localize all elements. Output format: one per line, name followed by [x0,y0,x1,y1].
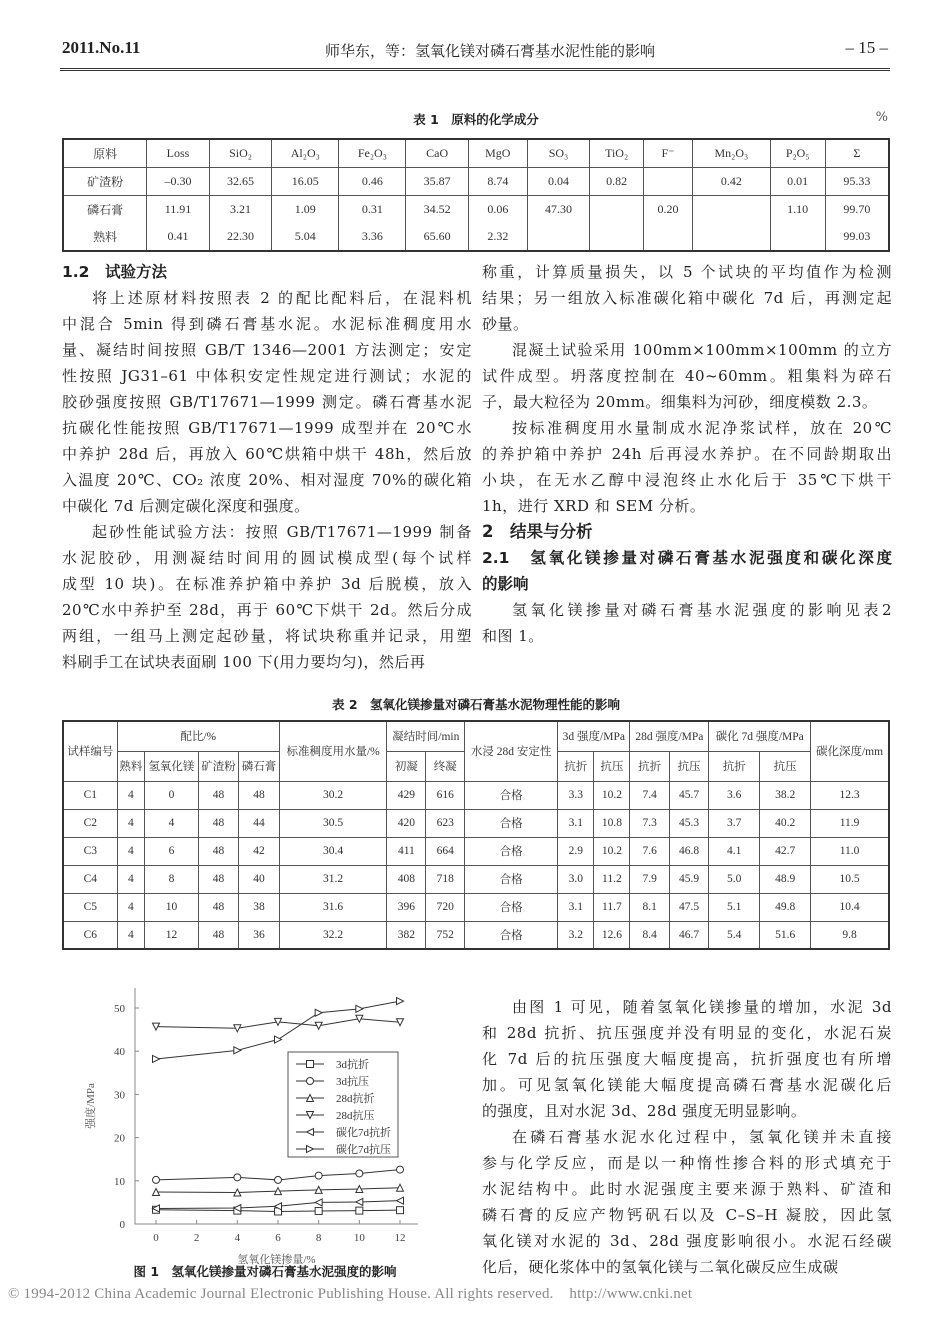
data-point [397,1197,404,1204]
x-tick-label: 0 [153,1232,159,1244]
table-cell: 34.52 [406,195,469,223]
legend-label: 3d抗折 [336,1059,369,1071]
data-point [234,1174,241,1181]
table-cell: 7.4 [630,781,669,809]
table-cell: 32.65 [209,167,272,195]
table-cell [693,223,770,251]
table-cell: 2.32 [468,223,527,251]
paragraph [482,597,892,649]
text-line: 20℃水中养护至 28d，再于 60℃下烘干 2d。然后分成 [62,601,472,619]
table-cell: 48 [198,893,239,921]
table-cell: 408 [387,865,426,893]
table-cell: 411 [387,837,426,865]
x-tick-label: 4 [234,1232,241,1244]
table-cell [590,195,644,223]
journal-issue: 2011.No.11 [62,38,141,57]
table-cell: 合格 [465,781,558,809]
table-cell: 45.9 [669,865,708,893]
table-cell: 48.9 [760,865,811,893]
data-point [356,1005,363,1012]
table-cell: 0 [145,781,199,809]
table-cell: 31.6 [279,893,387,921]
table-cell: 8.1 [630,893,669,921]
table-cell: 2.9 [558,837,594,865]
table-cell: 429 [387,781,426,809]
table-cell: 35.87 [406,167,469,195]
table-cell: 0.20 [644,195,693,223]
x-tick-label: 2 [193,1232,200,1244]
table-cell: 合格 [465,893,558,921]
table-header-cell: 磷石膏 [239,751,280,781]
table-cell: 42.7 [760,837,811,865]
paragraph [482,994,892,1124]
table-cell: 原料 [63,139,147,167]
running-title: 师华东，等：氢氧化镁对磷石膏基水泥性能的影响 [324,42,655,60]
table-cell: 4.1 [709,837,760,865]
data-point [234,1047,241,1054]
table-cell: 16.05 [272,167,339,195]
table-cell: 4 [117,837,144,865]
table-header-cell: 氢氧化镁 [145,751,199,781]
table-row [63,921,889,949]
x-tick-label: 8 [315,1232,322,1244]
table-row [63,195,889,223]
text-line: 料刷手工在试块表面刷 100 下(用力要均匀)，然后再 [62,653,426,671]
table-cell: 0.46 [339,167,406,195]
paragraph [482,337,892,415]
table-row [63,809,889,837]
x-axis-label: 氢氧化镁掺量/% [237,1254,316,1266]
text-line: 磷石膏的反应产物钙矾石以及 C–S–H 凝胶，因此氢 [482,1206,892,1224]
table-cell: TiO₂ [590,139,644,167]
table-cell: 5.1 [709,893,760,921]
table-cell: 合格 [465,809,558,837]
table-cell: 44 [239,809,280,837]
table-cell: 0.01 [770,167,825,195]
table-cell: 4 [117,865,144,893]
table-header-cell: 碳化深度/mm [811,721,889,781]
text-line: 参与化学反应，而是以一种惰性掺合料的形式填充于 [482,1154,892,1172]
table-cell: 616 [426,781,465,809]
table-cell: 1.10 [770,195,825,223]
legend-label: 碳化7d抗压 [336,1144,391,1156]
table-cell: 31.2 [279,865,387,893]
table-cell: 48 [198,865,239,893]
table-cell: 420 [387,809,426,837]
figure1-chart [60,985,450,1285]
table-header-cell: 矿渣粉 [198,751,239,781]
table-cell: 51.6 [760,921,811,949]
table-cell: 5.04 [272,223,339,251]
table-cell: 10.2 [594,781,630,809]
subsection-heading-line1: 2.1 氢氧化镁掺量对磷石膏基水泥强度和碳化深度 [482,549,892,567]
table-cell: 32.2 [279,921,387,949]
table-cell: 4 [117,809,144,837]
table-cell: 5.4 [709,921,760,949]
data-point [397,1166,404,1173]
table-row [63,223,889,251]
text-line: 水泥胶砂，用测凝结时间用的圆试模成型(每个试样 [62,549,472,567]
text-line: 在磷石膏基水泥水化过程中，氢氧化镁并未直接 [512,1128,892,1146]
legend-label: 3d抗压 [336,1076,369,1088]
table-cell: 8.74 [468,167,527,195]
table-cell: MgO [468,139,527,167]
table-cell: 7.9 [630,865,669,893]
table-cell: 0.42 [693,167,770,195]
paragraph [482,415,892,519]
table-cell: 10 [145,893,199,921]
table-cell [590,223,644,251]
table-cell: 396 [387,893,426,921]
series-line-5 [156,1001,400,1059]
table-row [63,837,889,865]
table-cell: 47.30 [527,195,590,223]
table-cell: 11.9 [811,809,889,837]
table-cell: 38.2 [760,781,811,809]
text-line: 中养护 28d 后，再放入 60℃烘箱中烘干 48h，然后放 [62,445,472,463]
y-tick-label: 30 [114,1089,125,1102]
table-header-cell: 抗折 [558,751,594,781]
table-cell: 3.1 [558,893,594,921]
data-point [315,1009,322,1016]
text-line: 两组，一组马上测定起砂量，将试块称重并记录，用塑 [62,627,472,645]
table-cell: 40 [239,865,280,893]
data-point [275,1176,282,1183]
paragraph [482,1124,892,1280]
table-header-row [63,139,889,167]
text-line: 按标准稠度用水量制成水泥净浆试样，放在 20℃ [512,419,892,437]
table-cell: 3.3 [558,781,594,809]
table-cell: 10.8 [594,809,630,837]
y-axis-label: 强度/MPa [85,1083,97,1129]
table-cell [770,223,825,251]
table-cell: 48 [239,781,280,809]
text-line: 化后，硬化浆体中的氢氧化镁与二氧化碳反应生成碳 [482,1258,839,1276]
table-cell: 3.1 [558,809,594,837]
table-cell: 99.70 [825,195,889,223]
legend-label: 碳化7d抗折 [336,1127,391,1139]
table1 [62,138,890,252]
table2 [62,720,890,950]
table-cell: 65.60 [406,223,469,251]
table-cell: 11.2 [594,865,630,893]
page-number: – 15 – [845,38,888,57]
text-line: 水泥结构中。此时水泥强度主要来源于熟料、矿渣和 [482,1180,892,1198]
text-line: 称重，计算质量损失，以 5 个试块的平均值作为检测 [482,263,892,281]
table-cell: 720 [426,893,465,921]
table-cell [693,195,770,223]
table-cell: 30.5 [279,809,387,837]
table-cell: 95.33 [825,167,889,195]
text-line: 混凝土试验采用 100mm×100mm×100mm 的立方 [512,341,892,359]
text-line: 加。可见氢氧化镁能大幅度提高磷石膏基水泥碳化后 [482,1076,892,1094]
section-heading: 2 结果与分析 [482,522,593,541]
table-cell: 0.04 [527,167,590,195]
x-tick-label: 10 [353,1232,365,1244]
table-cell: Fe₂O₃ [339,139,406,167]
table-cell [644,167,693,195]
x-tick-label: 6 [275,1232,281,1244]
text-line: 的强度，且对水泥 3d、28d 强度无明显影响。 [482,1102,807,1120]
y-tick-label: 40 [114,1046,125,1059]
table-cell: 1.09 [272,195,339,223]
table-cell: 4 [117,921,144,949]
text-line: 的养护箱中养护 24h 后再浸水养护。在不同龄期取出 [482,445,892,463]
text-line: 小块，在无水乙醇中浸泡终止水化后于 35℃下烘干 [482,471,892,489]
text-line: 由图 1 可见，随着氢氧化镁掺量的增加，水泥 3d [512,998,892,1016]
table-cell: 48 [198,837,239,865]
y-tick-label: 10 [114,1175,125,1188]
text-line: 性按照 JG31–61 中体积安定性规定进行测试；水泥的 [62,367,472,385]
table-cell: 47.5 [669,893,708,921]
table-header-cell: 熟料 [117,751,144,781]
right-column [482,259,892,649]
table-row [63,893,889,921]
y-tick-label: 50 [114,1003,125,1015]
table-cell: 49.8 [760,893,811,921]
table-cell [527,223,590,251]
table-row [63,865,889,893]
table-cell: 11.0 [811,837,889,865]
copyright: © 1994-2012 China Academic Journal Electronic Publishing House. All rights reserved. [8,1286,554,1302]
subsection-heading-line2: 的影响 [482,575,529,593]
text-line: 成型 10 块)。在标准养护箱中养护 3d 后脱模，放入 [62,575,472,593]
header-rule [60,68,890,71]
table-header-cell: 抗折 [709,751,760,781]
table-cell: 0.82 [590,167,644,195]
table-cell: 4 [117,781,144,809]
table-cell: C4 [63,865,117,893]
table-header-cell: 终凝 [426,751,465,781]
table-header-row [63,721,889,751]
table-cell: 4 [145,809,199,837]
table-cell: 6 [145,837,199,865]
data-point [315,1208,322,1215]
table-cell: 9.8 [811,921,889,949]
paragraph [62,519,472,675]
table-cell: SiO₂ [209,139,272,167]
table-header-cell: 抗压 [760,751,811,781]
table-cell: 磷石膏 [63,195,147,223]
table-header-cell: 28d 强度/MPa [630,721,709,751]
table-cell: 合格 [465,865,558,893]
table-cell: 合格 [465,921,558,949]
table-cell: 11.7 [594,893,630,921]
table-cell: 382 [387,921,426,949]
table-cell: 8 [145,865,199,893]
table-cell: 11.91 [147,195,210,223]
table-header-cell: 抗折 [630,751,669,781]
data-point [153,1055,160,1062]
table-cell: 48 [198,781,239,809]
data-point [397,998,404,1005]
text-line: 抗碳化性能按照 GB/T17671—1999 成型并在 20℃水 [62,419,472,437]
text-line: 中混合 5min 得到磷石膏基水泥。水泥标准稠度用水 [62,315,472,333]
table-cell: 3.2 [558,921,594,949]
text-line: 试件成型。坍落度控制在 40~60mm。粗集料为碎石 [482,367,892,385]
text-line: 和 28d 抗折、抗压强度并没有明显的变化，水泥石炭 [482,1024,892,1042]
table-cell: 22.30 [209,223,272,251]
table-header-cell: 碳化 7d 强度/MPa [709,721,811,751]
table-cell: C5 [63,893,117,921]
data-point [153,1176,160,1183]
table-cell: 623 [426,809,465,837]
table-row [63,167,889,195]
table-cell: C3 [63,837,117,865]
table-cell: 3.6 [709,781,760,809]
table-cell: Loss [147,139,210,167]
table-cell: CaO [406,139,469,167]
data-point [315,1199,322,1206]
x-tick-label: 12 [394,1232,406,1244]
table-cell: C2 [63,809,117,837]
data-point [356,1198,363,1205]
table-cell: 7.3 [630,809,669,837]
table-header-cell: 抗压 [669,751,708,781]
table-cell: 10.5 [811,865,889,893]
table-cell: 12.6 [594,921,630,949]
table-cell: 38 [239,893,280,921]
table-cell: 12 [145,921,199,949]
table-cell: 48 [198,809,239,837]
table-cell: 36 [239,921,280,949]
table-cell: F⁻ [644,139,693,167]
text-line: 中碳化 7d 后测定碳化深度和强度。 [62,497,310,515]
data-point [275,1036,282,1043]
table-cell: 熟料 [63,223,147,251]
table1-unit: % [875,110,888,125]
table-cell: Mn₂O₃ [693,139,770,167]
table-header-cell: 试样编号 [63,721,117,781]
legend-label: 28d抗压 [336,1110,375,1122]
table-header-cell: 3d 强度/MPa [558,721,630,751]
table-cell [644,223,693,251]
table-cell: 42 [239,837,280,865]
text-line: 氧化镁对水泥的 3d、28d 强度影响很小。水泥石经碳 [482,1232,892,1250]
legend-marker [307,1061,314,1068]
text-line: 量、凝结时间按照 GB/T 1346—2001 方法测定；安定 [62,341,472,359]
text-line: 氢氧化镁掺量对磷石膏基水泥强度的影响见表2 [512,601,892,619]
table-cell: 10.4 [811,893,889,921]
table-cell: 752 [426,921,465,949]
table-cell: 矿渣粉 [63,167,147,195]
text-line: 1h，进行 XRD 和 SEM 分析。 [482,497,706,515]
table1-caption: 表 1 原料的化学成分 [413,112,539,127]
table-cell: 3.7 [709,809,760,837]
table-cell: 0.41 [147,223,210,251]
table-header-cell: 初凝 [387,751,426,781]
table-header-cell: 凝结时间/min [387,721,465,751]
data-point [397,1207,404,1214]
table-cell: P₂O₅ [770,139,825,167]
table-header-cell: 配比/% [117,721,279,751]
figure1-caption: 图 1 氢氧化镁掺量对磷石膏基水泥强度的影响 [133,1264,397,1279]
text-line: 将上述原材料按照表 2 的配比配料后，在混料机 [92,289,472,307]
table-cell: 30.2 [279,781,387,809]
text-line: 入温度 20℃、CO₂ 浓度 20%、相对湿度 70%的碳化箱 [62,471,472,489]
table-cell: 8.4 [630,921,669,949]
paragraph [482,259,892,337]
table-row [63,781,889,809]
left-column [62,259,472,675]
text-line: 和图 1。 [482,627,544,645]
data-point [356,1170,363,1177]
table-cell: 46.8 [669,837,708,865]
footer [8,1286,692,1303]
table-cell: 718 [426,865,465,893]
table-cell: 12.3 [811,781,889,809]
table-cell: –0.30 [147,167,210,195]
table-header-cell: 水浸 28d 安定性 [465,721,558,781]
table-cell: SO₃ [527,139,590,167]
table-cell: 3.21 [209,195,272,223]
y-tick-label: 20 [114,1132,125,1145]
data-point [315,1172,322,1179]
text-line: 起砂性能试验方法：按照 GB/T17671—1999 制备 [92,523,472,541]
paragraph [62,285,472,519]
table-cell: 10.2 [594,837,630,865]
table-cell: C1 [63,781,117,809]
section-heading: 1.2 试验方法 [62,263,167,281]
table-cell: 99.03 [825,223,889,251]
text-line: 砂量。 [482,315,529,333]
table-cell: 0.31 [339,195,406,223]
table-cell: Al₂O₃ [272,139,339,167]
table-header-cell: 标准稠度用水量/% [279,721,387,781]
table-cell: 0.06 [468,195,527,223]
table-cell: 45.7 [669,781,708,809]
table-cell: 45.3 [669,809,708,837]
table2-caption: 表 2 氢氧化镁掺量对磷石膏基水泥物理性能的影响 [331,697,621,712]
table-cell: 3.36 [339,223,406,251]
legend-marker [307,1078,314,1085]
data-point [356,1207,363,1214]
cnki-link[interactable]: http://www.cnki.net [569,1286,693,1302]
table-cell: 7.6 [630,837,669,865]
table-cell: 48 [198,921,239,949]
text-line: 胶砂强度按照 GB/T17671—1999 测定。磷石膏基水泥 [62,393,472,411]
table-header-cell: 抗压 [594,751,630,781]
table-cell: 3.0 [558,865,594,893]
right-column-lower [482,994,892,1280]
table-cell: 4 [117,893,144,921]
text-line: 子，最大粒径为 20mm。细集料为河砂，细度模数 2.3。 [482,393,878,411]
table-cell: 5.0 [709,865,760,893]
y-tick-label: 0 [119,1219,125,1231]
table-cell: Σ [825,139,889,167]
table-cell: C6 [63,921,117,949]
table-cell: 30.4 [279,837,387,865]
table-cell: 40.2 [760,809,811,837]
text-line: 结果；另一组放入标准碳化箱中碳化 7d 后，再测定起 [482,289,892,307]
table-cell: 合格 [465,837,558,865]
table-cell: 664 [426,837,465,865]
table-cell: 46.7 [669,921,708,949]
text-line: 化 7d 后的抗压强度大幅度提高，抗折强度也有所增 [482,1050,892,1068]
legend-label: 28d抗折 [336,1093,375,1105]
